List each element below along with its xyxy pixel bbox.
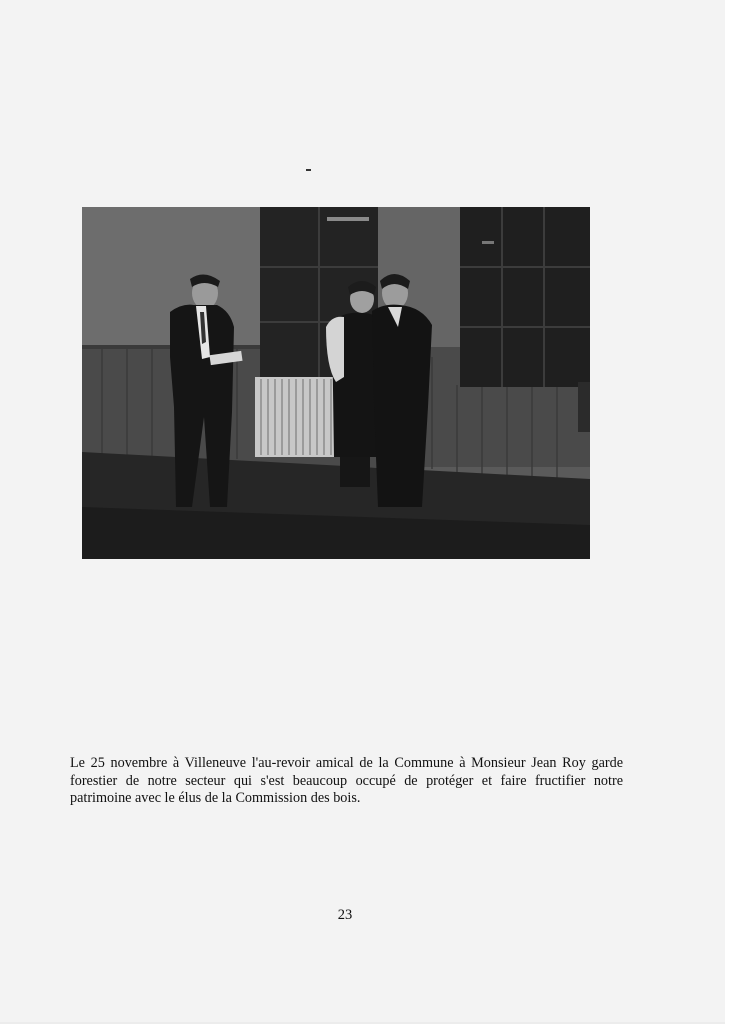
- page-edge: [725, 0, 733, 1024]
- stray-dash-mark: [306, 169, 311, 171]
- photo-caption: Le 25 novembre à Villeneuve l'au-revoir amical de la Commune à Monsieur Jean Roy garde forestier de notre secteur qui s'est beaucoup occupé de protéger et faire fructifier notre patrimoine avec le élus de la Commission des bois.: [70, 755, 623, 807]
- page-number: 23: [337, 907, 353, 923]
- photograph: [82, 207, 590, 559]
